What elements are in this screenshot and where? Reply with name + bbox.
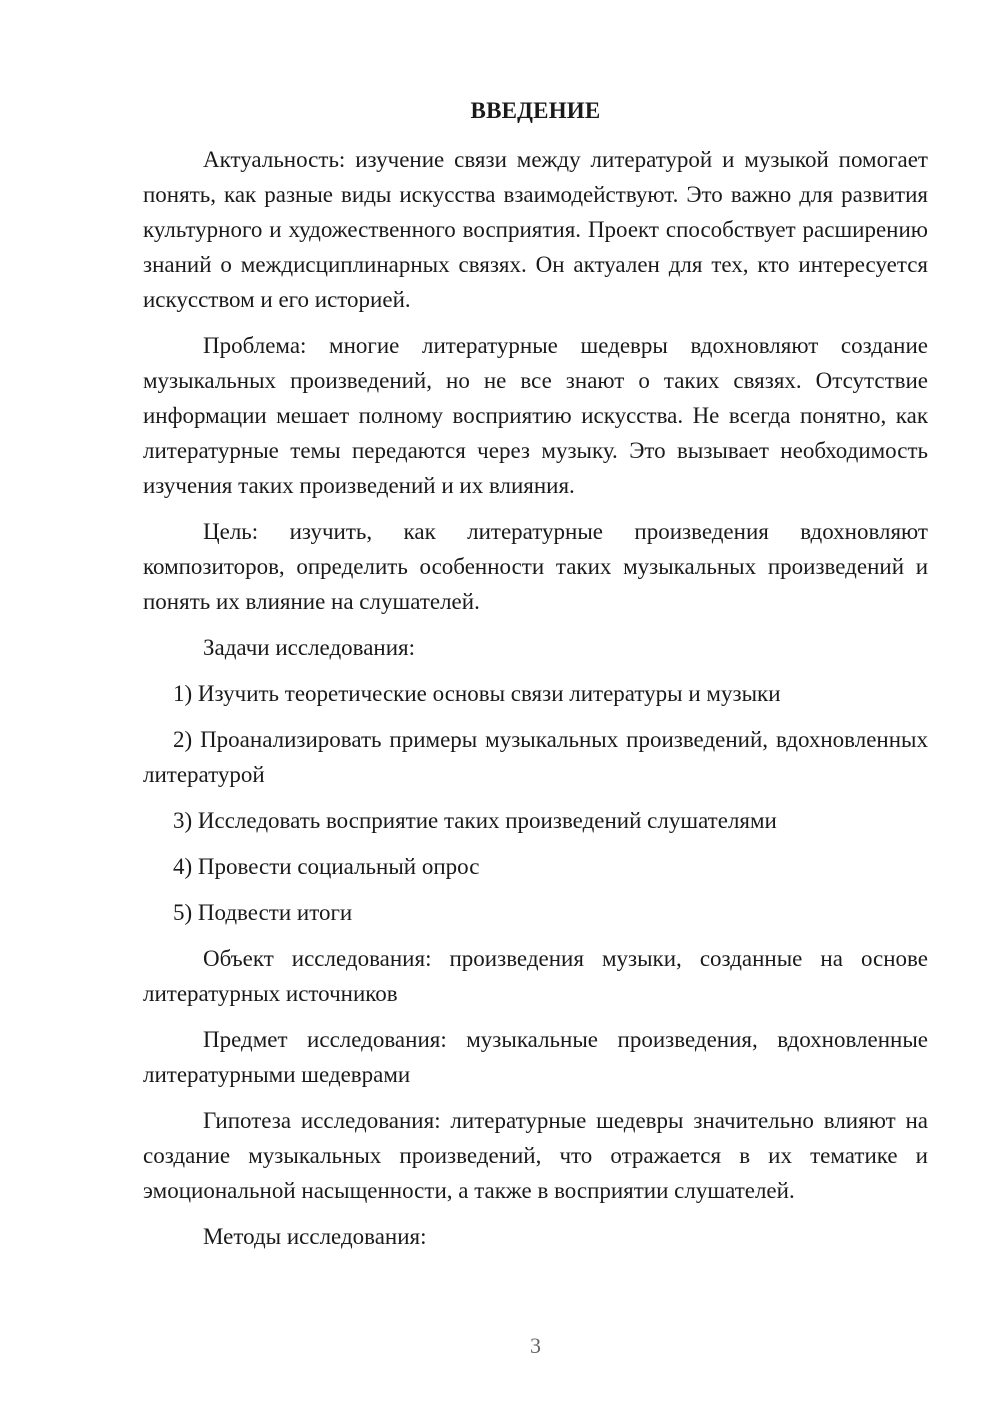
section-heading: ВВЕДЕНИЕ: [470, 98, 601, 123]
paragraph-object: Объект исследования: произведения музыки, созданные на основе литературных источников: [143, 946, 928, 1006]
paragraph-subject: Предмет исследования: музыкальные произведения, вдохновленные литературными шедеврами: [143, 1027, 928, 1087]
paragraph-goal: Цель: изучить, как литературные произведения вдохновляют композиторов, определить особенности таких музыкальных произведений и понять их влияние на слушателей.: [143, 519, 928, 614]
task-item-4: 4) Провести социальный опрос: [173, 854, 480, 879]
document-page: [143, 0, 928, 1414]
task-item-2: 2) Проанализировать примеры музыкальных произведений, вдохновленных литературой: [143, 727, 928, 787]
paragraph-hypothesis: Гипотеза исследования: литературные шедевры значительно влияют на создание музыкальных произведений, что отражается в их тематике и эмоциональной насыщенности, а также в восприятии слушателей.: [143, 1108, 928, 1203]
body-text: [143, 142, 928, 1265]
task-item-3: 3) Исследовать восприятие таких произведений слушателями: [173, 808, 777, 833]
paragraph-tasks-heading: Задачи исследования:: [203, 635, 416, 660]
paragraph-relevance: Актуальность: изучение связи между литературой и музыкой помогает понять, как разные виды искусства взаимодействуют. Это важно для развития культурного и художественного восприятия. Проект способствует расширению знаний о междисциплинарных связях. Он актуален для тех, кто интересуется искусством и его историей.: [143, 147, 928, 312]
page-number: 3: [530, 1333, 541, 1358]
task-item-1: 1) Изучить теоретические основы связи литературы и музыки: [173, 681, 781, 706]
paragraph-methods-heading: Методы исследования:: [203, 1224, 427, 1249]
task-item-5: 5) Подвести итоги: [173, 900, 353, 925]
paragraph-problem: Проблема: многие литературные шедевры вдохновляют создание музыкальных произведений, но не все знают о таких связях. Отсутствие информации мешает полному восприятию искусства. Не всегда понятно, как литературные темы передаются через музыку. Это вызывает необходимость изучения таких произведений и их влияния.: [143, 333, 928, 498]
